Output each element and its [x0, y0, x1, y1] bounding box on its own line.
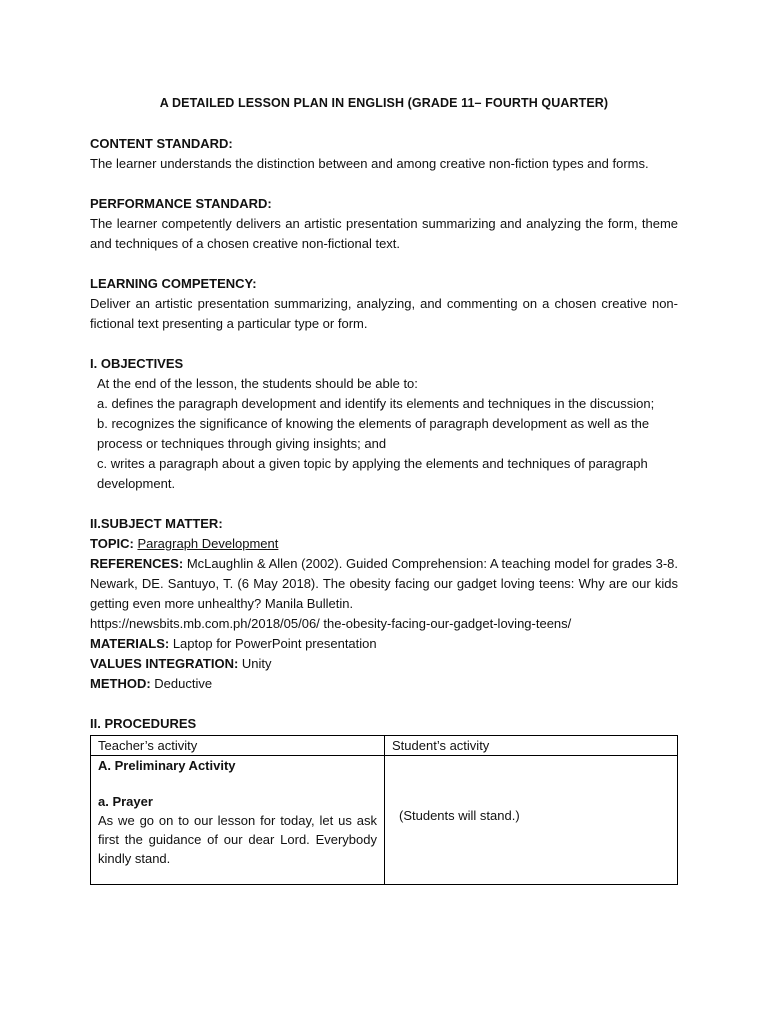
- references-label: REFERENCES:: [90, 556, 184, 571]
- preliminary-activity-heading: A. Preliminary Activity: [98, 758, 236, 773]
- topic-value: Paragraph Development: [137, 536, 279, 551]
- learning-competency-heading: LEARNING COMPETENCY:: [90, 276, 257, 291]
- materials-value: Laptop for PowerPoint presentation: [172, 636, 377, 651]
- objectives-intro: At the end of the lesson, the students should be able to:: [97, 376, 418, 391]
- performance-standard-heading: PERFORMANCE STANDARD:: [90, 196, 272, 211]
- prayer-student-text: (Students will stand.): [399, 808, 520, 823]
- content-standard-text: The learner understands the distinction between and among creative non-fiction types and forms.: [90, 156, 649, 171]
- lesson-plan-page: [90, 93, 678, 885]
- student-column-header: Student’s activity: [385, 736, 678, 756]
- topic-label: TOPIC:: [90, 536, 134, 551]
- prayer-subheading: a. Prayer: [98, 794, 153, 809]
- table-row: [91, 756, 678, 885]
- method-label: METHOD:: [90, 676, 151, 691]
- teacher-column-header: Teacher’s activity: [91, 736, 385, 756]
- values-line: [90, 654, 678, 674]
- topic-line: [90, 534, 678, 554]
- prayer-teacher-text: As we go on to our lesson for today, let us ask first the guidance of our dear Lord. Everybody kindly stand.: [98, 813, 377, 866]
- student-activity-cell: [385, 756, 678, 885]
- content-standard-heading: CONTENT STANDARD:: [90, 136, 233, 151]
- references-value: McLaughlin & Allen (2002). Guided Comprehension: A teaching model for grades 3-8. Newark, DE. Santuyo, T. (6 May 2018). The obesity facing our gadget loving teens: Why are our kids getting even more unhealthy? Manila Bulletin.: [90, 556, 678, 611]
- materials-label: MATERIALS:: [90, 636, 170, 651]
- values-label: VALUES INTEGRATION:: [90, 656, 239, 671]
- method-value: Deductive: [154, 676, 213, 691]
- references-url[interactable]: https://newsbits.mb.com.ph/2018/05/06/ the-obesity-facing-our-gadget-loving-teens/: [90, 616, 572, 631]
- procedures-heading: II. PROCEDURES: [90, 716, 197, 731]
- teacher-activity-cell: [91, 756, 385, 885]
- objectives-heading: I. OBJECTIVES: [90, 356, 184, 371]
- document-title: A DETAILED LESSON PLAN IN ENGLISH (GRADE 11– FOURTH QUARTER): [159, 96, 609, 110]
- subject-matter-heading: II.SUBJECT MATTER:: [90, 516, 223, 531]
- objective-item-a: a. defines the paragraph development and identify its elements and techniques in the discussion;: [97, 396, 655, 411]
- objective-item-b: b. recognizes the significance of knowing the elements of paragraph development as well as the process or techniques through giving insights; and: [97, 416, 650, 451]
- performance-standard-text: The learner competently delivers an artistic presentation summarizing and analyzing the form, theme and techniques of a chosen creative non-fictional text.: [90, 216, 678, 251]
- method-line: [90, 674, 678, 694]
- references-line: [90, 554, 678, 614]
- materials-line: [90, 634, 678, 654]
- objectives-list: [90, 374, 678, 494]
- table-header-row: [91, 736, 678, 756]
- objective-item-c: c. writes a paragraph about a given topic by applying the elements and techniques of paragraph development.: [97, 456, 648, 491]
- procedures-table: [90, 735, 678, 885]
- values-value: Unity: [241, 656, 272, 671]
- learning-competency-text: Deliver an artistic presentation summarizing, analyzing, and commenting on a chosen creative non-fictional text presenting a particular type or form.: [90, 296, 678, 331]
